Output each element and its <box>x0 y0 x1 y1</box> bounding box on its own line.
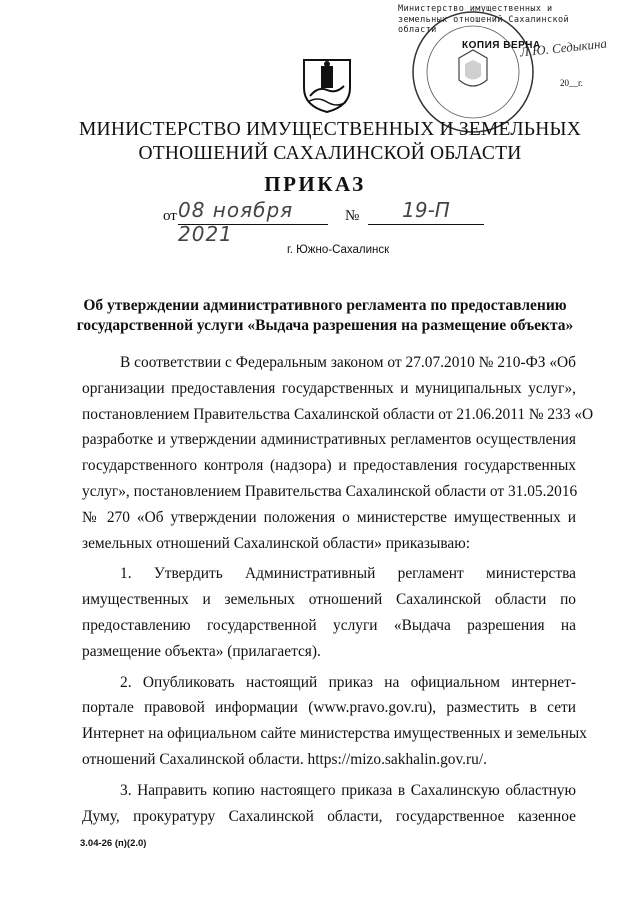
stamp-line-3: области <box>398 25 437 35</box>
text-line: портале правовой информации (www.pravo.gov.ru), разместить в сети <box>82 699 576 717</box>
text-line: организации предоставления государственных и муниципальных услуг», <box>82 379 576 397</box>
text-line: № 270 «Об утверждении положения о министерстве имущественных и <box>82 508 576 526</box>
text-line: постановлением Правительства Сахалинской области от 21.06.2011 № 233 «О <box>82 405 594 423</box>
copy-label: КОПИЯ ВЕРНА <box>462 40 541 51</box>
ministry-name-line-2: ОТНОШЕНИЙ САХАЛИНСКОЙ ОБЛАСТИ <box>138 143 522 164</box>
paragraph-preamble <box>82 350 594 556</box>
subject-line-2: государственной услуги «Выдача разрешения на размещение объекта» <box>76 317 574 334</box>
number-prefix: № <box>345 208 360 224</box>
ministry-name <box>60 118 600 166</box>
city-line: г. Южно-Сахалинск <box>287 244 390 256</box>
text-line: государственного контроля (надзора) и предоставления государственных <box>82 457 576 475</box>
stamp-text <box>398 4 588 36</box>
text-line: 1. Утвердить Административный регламент министерства <box>120 565 576 583</box>
text-line: отношений Сахалинской области. https://mizo.sakhalin.gov.ru/. <box>82 750 487 768</box>
document-body <box>82 350 594 829</box>
paragraph-item-2 <box>82 670 587 773</box>
subject-line-1: Об утверждении административного регламента по предоставлению <box>83 297 567 314</box>
text-line: 3. Направить копию настоящего приказа в Сахалинскую областную <box>120 781 576 799</box>
paragraph-item-3 <box>82 778 576 830</box>
text-line: разработке и утверждении административных регламентов осуществления <box>82 431 576 449</box>
coat-of-arms-icon <box>300 56 354 114</box>
text-line: 2. Опубликовать настоящий приказ на официальном интернет- <box>120 673 576 691</box>
text-line: Интернет на официальном сайте министерства имущественных и земельных <box>82 725 587 743</box>
handwritten-date: 08 ноября 2021 <box>178 198 328 225</box>
text-line: земельных отношений Сахалинской области» приказываю: <box>82 534 471 552</box>
document-type-title: ПРИКАЗ <box>264 172 366 196</box>
date-prefix: от <box>163 208 177 224</box>
ministry-name-line-1: МИНИСТЕРСТВО ИМУЩЕСТВЕННЫХ И ЗЕМЕЛЬНЫХ <box>79 119 581 140</box>
handwritten-number: 19-П <box>368 198 484 225</box>
paragraph-item-1 <box>82 561 576 664</box>
text-line: предоставлению государственной услуги «Выдача разрешения на <box>82 616 576 634</box>
text-line: Думу, прокуратуру Сахалинской области, государственное казенное <box>82 807 576 825</box>
text-line: В соответствии с Федеральным законом от 27.07.2010 № 210-ФЗ «Об <box>120 354 576 371</box>
text-line: имущественных и земельных отношений Сахалинской области по <box>82 591 576 609</box>
handwritten-signature: Л.Ю. Седыкина <box>519 35 608 60</box>
document-subject <box>70 296 580 336</box>
stamp-date: 20__г. <box>560 78 583 88</box>
stamp-line-2: земельных отношений Сахалинской <box>398 14 570 25</box>
text-line: услуг», постановлением Правительства Сахалинской области от 31.05.2016 <box>82 482 578 500</box>
text-line: размещение объекта» (прилагается). <box>82 642 321 660</box>
form-code: 3.04-26 (п)(2.0) <box>80 838 147 849</box>
stamp-line-1: Министерство имущественных и <box>398 4 553 14</box>
